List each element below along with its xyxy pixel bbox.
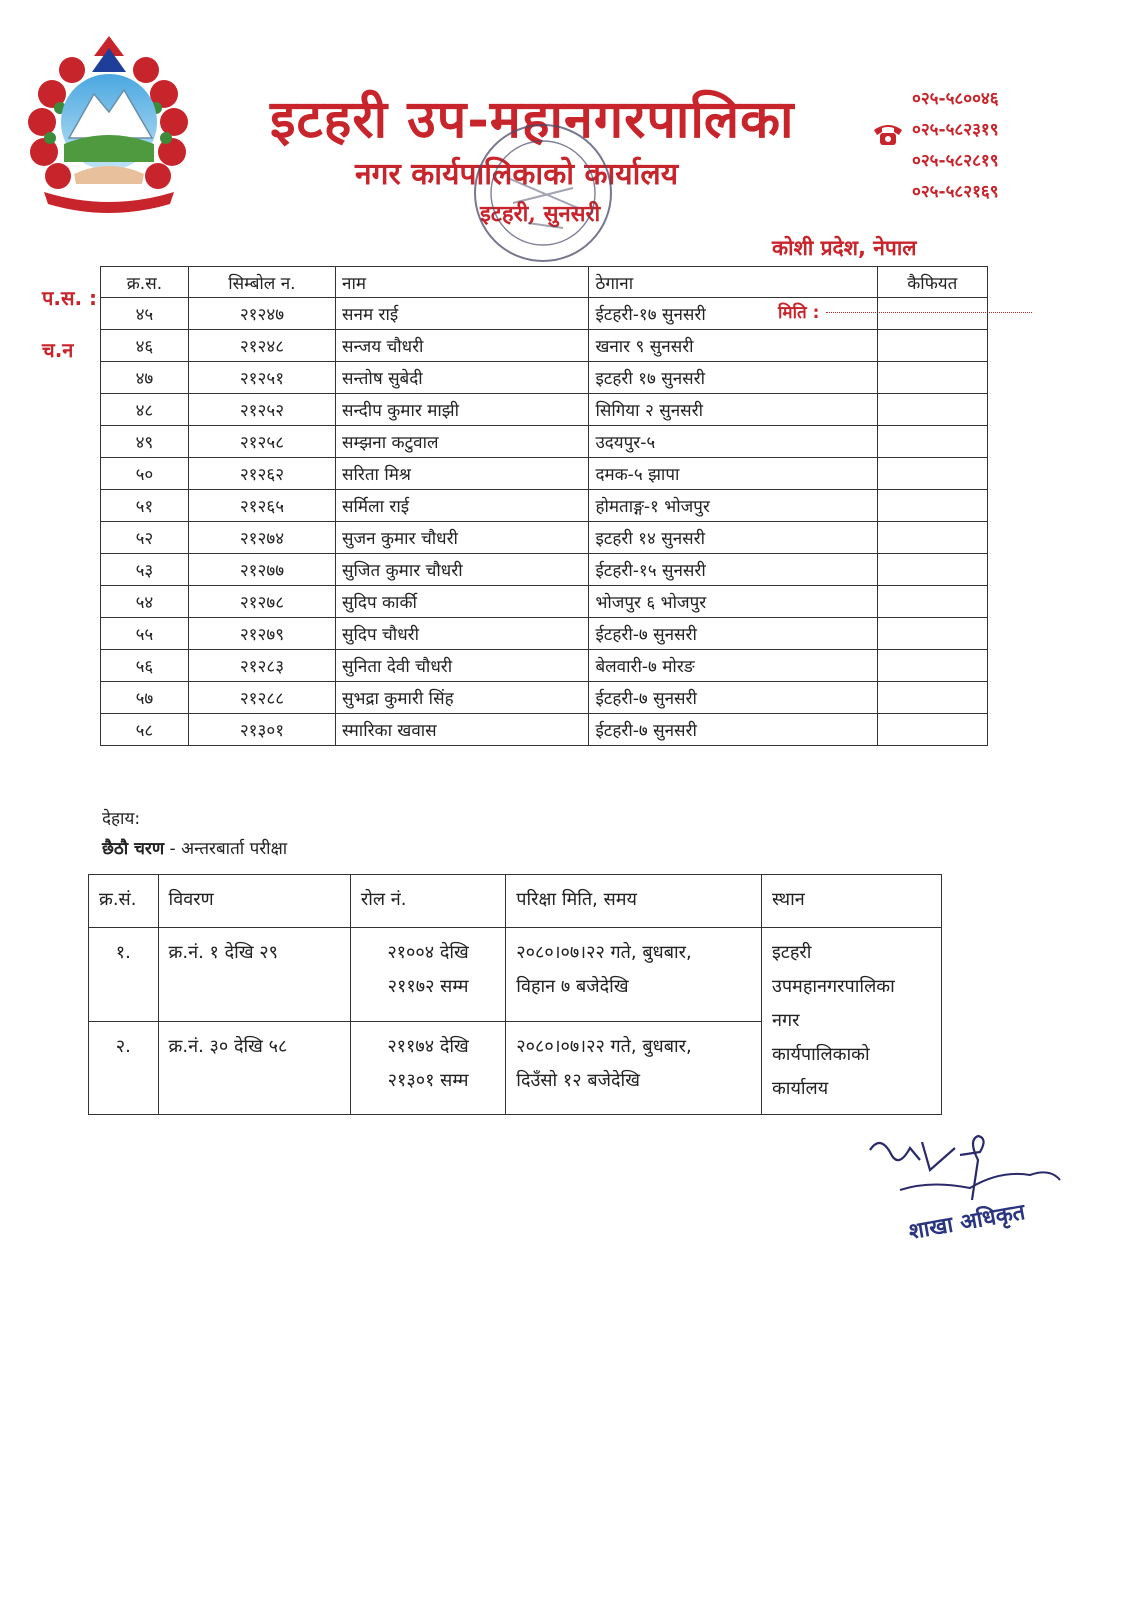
- cell-symbol: २१२७४: [188, 522, 335, 554]
- schedule-roll: [350, 928, 505, 1022]
- cell-name: सुदिप कार्की: [336, 586, 589, 618]
- table-row: [101, 330, 988, 362]
- schedule-description: क्र.नं. १ देखि २९: [158, 928, 350, 1022]
- cell-symbol: २१२७९: [188, 618, 335, 650]
- schedule-time: [506, 1021, 762, 1115]
- cell-remarks: [877, 554, 987, 586]
- cell-address: भोजपुर ६ भोजपुर: [589, 586, 877, 618]
- cell-symbol: २१२५१: [188, 362, 335, 394]
- table-row: [101, 586, 988, 618]
- cell-name: सर्मिला राई: [336, 490, 589, 522]
- venue-line: कार्यालय: [771, 1078, 829, 1099]
- province-address: कोशी प्रदेश, नेपाल: [772, 236, 917, 260]
- table-header-row: [89, 875, 942, 928]
- remarks-label: देहाय:: [102, 809, 141, 829]
- cell-address: दमक-५ झापा: [589, 458, 877, 490]
- cell-address: बेलवारी-७ मोरङ: [589, 650, 877, 682]
- exam-date: २०८०।०७।२२ गते, बुधबार,: [516, 1035, 692, 1057]
- cell-name: स्मारिका खवास: [336, 714, 589, 746]
- cell-address: ईटहरी-७ सुनसरी: [589, 714, 877, 746]
- cell-remarks: [877, 522, 987, 554]
- table-row: [101, 298, 988, 330]
- telephone-icon: [872, 118, 904, 150]
- candidates-table: [100, 266, 988, 746]
- cell-remarks: [877, 650, 987, 682]
- signatory-title: शाखा अधिकृत: [906, 1199, 1028, 1245]
- venue-line: उपमहानगरपालिका: [771, 976, 895, 997]
- table-row: [101, 426, 988, 458]
- office-subtitle: नगर कार्यपालिकाको कार्यालय: [355, 157, 679, 192]
- table-row: [101, 682, 988, 714]
- cell-serial: ४६: [101, 330, 189, 362]
- cell-address: ईटहरी-१७ सुनसरी: [589, 298, 877, 330]
- cell-serial: ५३: [101, 554, 189, 586]
- cell-remarks: [877, 714, 987, 746]
- phone-number: ०२५-५८२८१९: [912, 151, 999, 171]
- dispatch-number-label: च.न: [42, 338, 74, 362]
- schedule-time: [506, 928, 762, 1022]
- column-header-remarks: कैफियत: [877, 267, 987, 298]
- office-city: इटहरी, सुनसरी: [480, 201, 601, 227]
- table-row: [101, 714, 988, 746]
- schedule-serial: २.: [89, 1021, 159, 1115]
- cell-remarks: [877, 458, 987, 490]
- stage-title: छैठौ चरण: [102, 839, 165, 859]
- cell-symbol: २१२६५: [188, 490, 335, 522]
- schedule-serial: १.: [89, 928, 159, 1022]
- column-header-symbol: सिम्बोल न.: [188, 267, 335, 298]
- column-header-venue: स्थान: [761, 875, 941, 928]
- cell-serial: ५५: [101, 618, 189, 650]
- roll-from: २१००४ देखि: [387, 942, 469, 963]
- date-label: मिति :: [778, 303, 820, 323]
- cell-name: सरिता मिश्र: [336, 458, 589, 490]
- cell-symbol: २१२४८: [188, 330, 335, 362]
- cell-name: सन्दीप कुमार माझी: [336, 394, 589, 426]
- cell-address: इटहरी १४ सुनसरी: [589, 522, 877, 554]
- cell-name: सुनिता देवी चौधरी: [336, 650, 589, 682]
- cell-name: सुजित कुमार चौधरी: [336, 554, 589, 586]
- cell-symbol: २१३०१: [188, 714, 335, 746]
- municipality-title: इटहरी उप-महानगरपालिका: [270, 89, 795, 150]
- cell-remarks: [877, 394, 987, 426]
- phone-number: ०२५-५८००४६: [912, 89, 999, 109]
- schedule-roll: [350, 1021, 505, 1115]
- phone-numbers: [912, 84, 999, 208]
- column-header-exam-time: परिक्षा मिति, समय: [506, 875, 762, 928]
- table-header-row: [101, 267, 988, 298]
- cell-serial: ५१: [101, 490, 189, 522]
- table-row: [101, 458, 988, 490]
- cell-serial: ५४: [101, 586, 189, 618]
- venue-line: कार्यपालिकाको: [771, 1044, 870, 1065]
- cell-name: सुभद्रा कुमारी सिंह: [336, 682, 589, 714]
- cell-serial: ५८: [101, 714, 189, 746]
- table-row: [101, 554, 988, 586]
- cell-symbol: २१२७७: [188, 554, 335, 586]
- reference-number-label: प.स. :: [42, 286, 98, 310]
- cell-serial: ४५: [101, 298, 189, 330]
- phone-number: ०२५-५८२३१९: [912, 120, 999, 140]
- exam-hour: दिउँसो १२ बजेदेखि: [516, 1069, 640, 1091]
- table-row: [101, 362, 988, 394]
- cell-remarks: [877, 362, 987, 394]
- column-header-name: नाम: [336, 267, 589, 298]
- cell-remarks: [877, 298, 987, 330]
- roll-from: २११७४ देखि: [387, 1035, 469, 1057]
- cell-name: सनम राई: [336, 298, 589, 330]
- roll-to: २११७२ सम्म: [387, 976, 469, 997]
- table-row: [101, 522, 988, 554]
- cell-address: इटहरी १७ सुनसरी: [589, 362, 877, 394]
- cell-symbol: २१२४७: [188, 298, 335, 330]
- cell-symbol: २१२८३: [188, 650, 335, 682]
- column-header-address: ठेगाना: [589, 267, 877, 298]
- venue-line: नगर: [771, 1010, 800, 1031]
- cell-remarks: [877, 490, 987, 522]
- schedule-venue: [761, 928, 941, 1115]
- cell-remarks: [877, 330, 987, 362]
- cell-name: सम्झना कटुवाल: [336, 426, 589, 458]
- phone-number: ०२५-५८२१६९: [912, 182, 999, 202]
- cell-name: सुजन कुमार चौधरी: [336, 522, 589, 554]
- cell-serial: ५२: [101, 522, 189, 554]
- roll-to: २१३०१ सम्म: [387, 1069, 469, 1091]
- cell-serial: ४८: [101, 394, 189, 426]
- cell-remarks: [877, 618, 987, 650]
- stage-heading: [102, 836, 287, 859]
- cell-address: सिगिया २ सुनसरी: [589, 394, 877, 426]
- table-row: [101, 490, 988, 522]
- column-header-serial: क्र.स.: [101, 267, 189, 298]
- venue-line: इटहरी: [771, 942, 812, 963]
- cell-symbol: २१२६२: [188, 458, 335, 490]
- cell-symbol: २१२८८: [188, 682, 335, 714]
- column-header-serial: क्र.सं.: [89, 875, 159, 928]
- table-row: [89, 928, 942, 1022]
- cell-address: होमताङ्ग-१ भोजपुर: [589, 490, 877, 522]
- cell-address: ईटहरी-७ सुनसरी: [589, 682, 877, 714]
- cell-name: सुदिप चौधरी: [336, 618, 589, 650]
- column-header-description: विवरण: [158, 875, 350, 928]
- cell-serial: ४७: [101, 362, 189, 394]
- cell-address: ईटहरी-१५ सुनसरी: [589, 554, 877, 586]
- office-stamp-icon: [468, 118, 618, 268]
- table-row: [101, 618, 988, 650]
- exam-hour: विहान ७ बजेदेखि: [516, 976, 629, 997]
- exam-date: २०८०।०७।२२ गते, बुधबार,: [516, 942, 692, 963]
- cell-remarks: [877, 426, 987, 458]
- schedule-description: क्र.नं. ३० देखि ५८: [158, 1021, 350, 1115]
- cell-remarks: [877, 682, 987, 714]
- stage-description: - अन्तरबार्ता परीक्षा: [164, 839, 288, 859]
- cell-symbol: २१२५२: [188, 394, 335, 426]
- cell-symbol: २१२५८: [188, 426, 335, 458]
- cell-serial: ४९: [101, 426, 189, 458]
- cell-address: ईटहरी-७ सुनसरी: [589, 618, 877, 650]
- cell-name: सन्जय चौधरी: [336, 330, 589, 362]
- column-header-roll: रोल नं.: [350, 875, 505, 928]
- cell-serial: ५७: [101, 682, 189, 714]
- schedule-table: [88, 874, 942, 1115]
- cell-symbol: २१२७८: [188, 586, 335, 618]
- cell-name: सन्तोष सुबेदी: [336, 362, 589, 394]
- government-emblem-icon: [14, 34, 204, 214]
- table-row: [101, 394, 988, 426]
- table-row: [101, 650, 988, 682]
- cell-serial: ५०: [101, 458, 189, 490]
- cell-serial: ५६: [101, 650, 189, 682]
- cell-address: खनार ९ सुनसरी: [589, 330, 877, 362]
- cell-address: उदयपुर-५: [589, 426, 877, 458]
- cell-remarks: [877, 586, 987, 618]
